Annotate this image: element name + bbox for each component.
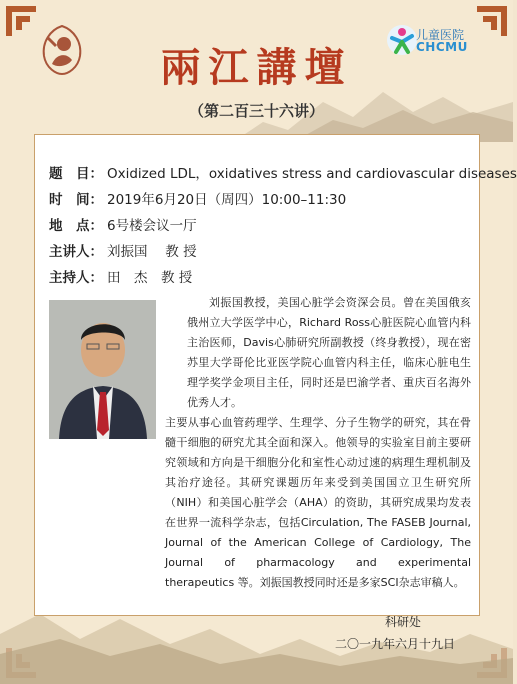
signature-block [335, 611, 455, 655]
issue-date: 二〇一九年六月十九日 [334, 637, 455, 651]
info-key: 地 点： [49, 218, 103, 234]
info-row-speaker [49, 237, 469, 263]
speaker-bio [47, 293, 471, 593]
content-panel [34, 134, 517, 651]
info-row-location [49, 211, 469, 237]
info-key: 主持人： [49, 270, 103, 286]
issuing-department: 科研处 [384, 615, 421, 629]
page-title: 兩江講壇 [160, 44, 353, 91]
bio-paragraph: 刘振国教授，美国心脏学会资深会员。曾在美国俄亥俄州立大学医学中心，Richard Ross心脏医院心血管内科主治医师，Davis心肺研究所副教授（终身教授），现在密苏里大学哥伦比亚医学院心血管内科主任，临床心脏电生理学奖学金项目主任，同时还是巴渝学者、重庆百名海外优秀人才。 [187, 296, 471, 409]
lecture-number: （第二百三十六讲） [188, 102, 324, 120]
bio-paragraph: 主要从事心血管药理学、生理学、分子生物学的研究，其在骨髓干细胞的研究尤其全面和深入。他领导的实验室目前主要研究领域和方向是干细胞分化和室性心动过速的病理生理机制及其治疗途径。其研究课题历年来受到美国国立卫生研究所（NIH）和美国心脏学会（AHA）的资助，其研究成果均发表在世界一流科学杂志，包括Circulation, The FASEB Journal, Journal of the American College of Cardiology, The Journal of pharmacology and experimental therapeutics 等。刘振国教授同时还是多家SCI杂志审稿人。 [165, 416, 471, 589]
info-key: 题 目： [49, 166, 103, 182]
info-value: Oxidized LDL，oxidatives stress and cardiovascular diseases [107, 166, 517, 182]
info-row-topic [49, 159, 517, 185]
info-row-time [49, 185, 469, 211]
info-key: 主讲人： [49, 244, 103, 260]
info-value: 2019年6月20日（周四）10:00–11:30 [107, 192, 347, 208]
hospital-name-cn: 儿童医院 [416, 28, 465, 42]
info-value: 6号楼会议一厅 [107, 218, 197, 234]
corner-ornament-icon [4, 4, 38, 38]
info-value: 田 杰 教 授 [107, 270, 193, 286]
info-row-host [49, 263, 469, 289]
info-key: 时 间： [49, 192, 103, 208]
hospital-name-en: CHCMU [416, 40, 468, 54]
lecture-info [49, 159, 517, 289]
info-value: 刘振国 教 授 [107, 244, 197, 260]
